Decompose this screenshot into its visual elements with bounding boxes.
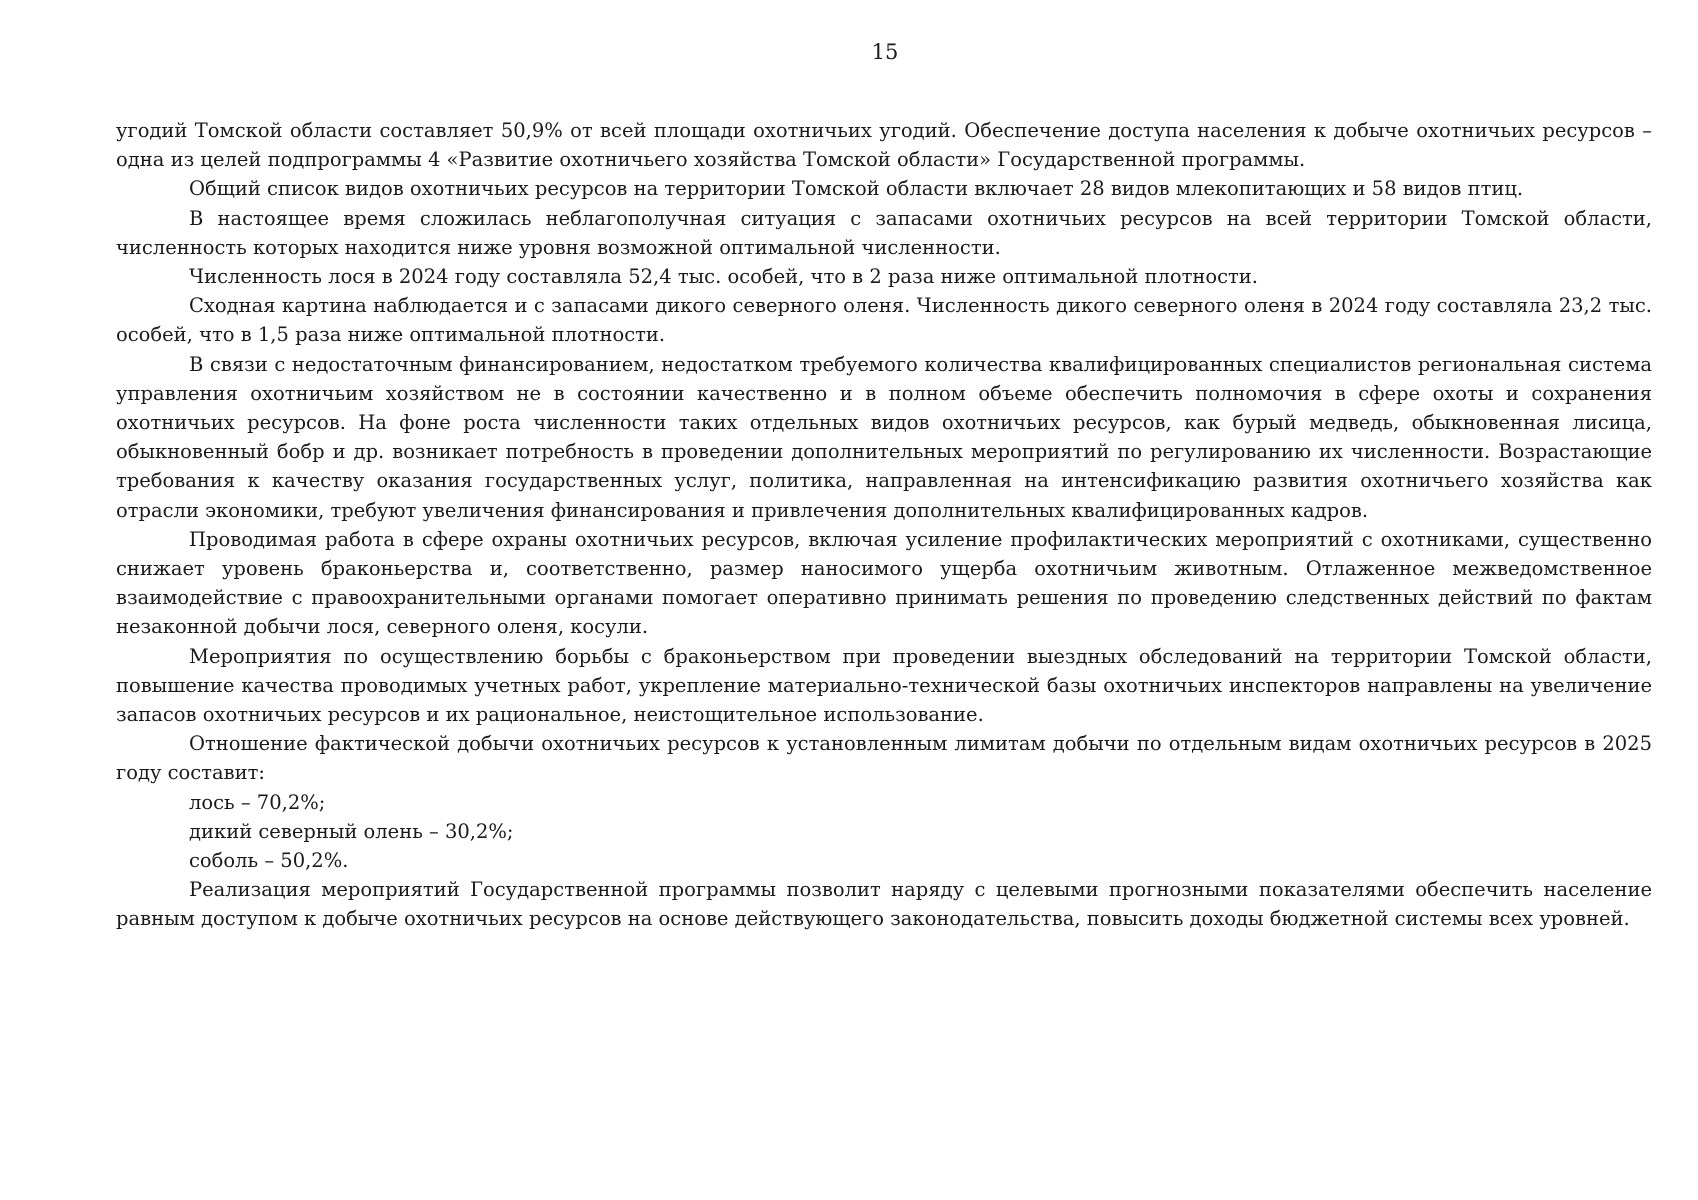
paragraph-continuation: угодий Томской области составляет 50,9% от всей площади охотничьих угодий. Обеспечение доступа населения к добыче охотничьих ресурсов – одна из целей подпрограммы 4 «Развитие охотничьего хозяйства Томской области» Государственной программы. — [116, 119, 1652, 172]
list-item-sable: соболь – 50,2%. — [189, 849, 349, 873]
list-item-reindeer: дикий северный олень – 30,2%; — [189, 819, 514, 843]
paragraph-anti-poaching: Мероприятия по осуществлению борьбы с браконьерством при проведении выездных обследований на территории Томской области, повышение качества проводимых учетных работ, укрепление материально-технической базы охотничьих инспекторов направлены на увеличение запасов охотничьих ресурсов и их рациональное, неистощительное использование. — [116, 644, 1652, 727]
paragraph-reindeer-population: Сходная картина наблюдается и с запасами дикого северного оленя. Численность дикого северного оленя в 2024 году составляла 23,2 тыс. особей, что в 1,5 раза ниже оптимальной плотности. — [116, 294, 1652, 347]
page-number: 15 — [871, 40, 899, 64]
paragraph-resource-situation: В настоящее время сложилась неблагополучная ситуация с запасами охотничьих ресурсов на всей территории Томской области, численность которых находится ниже уровня возможной оптимальной численности. — [116, 206, 1652, 259]
document-body — [116, 116, 1652, 934]
paragraph-moose-population: Численность лося в 2024 году составляла 52,4 тыс. особей, что в 2 раза ниже оптимальной плотности. — [189, 265, 1258, 289]
paragraph-species-list: Общий список видов охотничьих ресурсов на территории Томской области включает 28 видов млекопитающих и 58 видов птиц. — [189, 177, 1524, 201]
paragraph-protection-work: Проводимая работа в сфере охраны охотничьих ресурсов, включая усиление профилактических мероприятий с охотниками, существенно снижает уровень браконьерства и, соответственно, размер наносимого ущерба охотничьим животным. Отлаженное межведомственное взаимодействие с правоохранительными органами помогает оперативно принимать решения по проведению следственных действий по фактам незаконной добычи лося, северного оленя, косули. — [116, 527, 1652, 639]
paragraph-harvest-ratio: Отношение фактической добычи охотничьих ресурсов к установленным лимитам добычи по отдельным видам охотничьих ресурсов в 2025 году составит: — [116, 732, 1652, 785]
list-item-moose: лось – 70,2%; — [189, 790, 326, 814]
paragraph-funding-shortage: В связи с недостаточным финансированием, недостатком требуемого количества квалифицированных специалистов региональная система управления охотничьим хозяйством не в состоянии качественно и в полном объеме обеспечить полномочия в сфере охоты и сохранения охотничьих ресурсов. На фоне роста численности таких отдельных видов охотничьих ресурсов, как бурый медведь, обыкновенная лисица, обыкновенный бобр и др. возникает потребность в проведении дополнительных мероприятий по регулированию их численности. Возрастающие требования к качеству оказания государственных услуг, политика, направленная на интенсификацию развития охотничьего хозяйства как отрасли экономики, требуют увеличения финансирования и привлечения дополнительных квалифицированных кадров. — [116, 352, 1652, 522]
paragraph-program-outcome: Реализация мероприятий Государственной программы позволит наряду с целевыми прогнозными показателями обеспечить население равным доступом к добыче охотничьих ресурсов на основе действующего законодательства, повысить доходы бюджетной системы всех уровней. — [116, 878, 1652, 931]
